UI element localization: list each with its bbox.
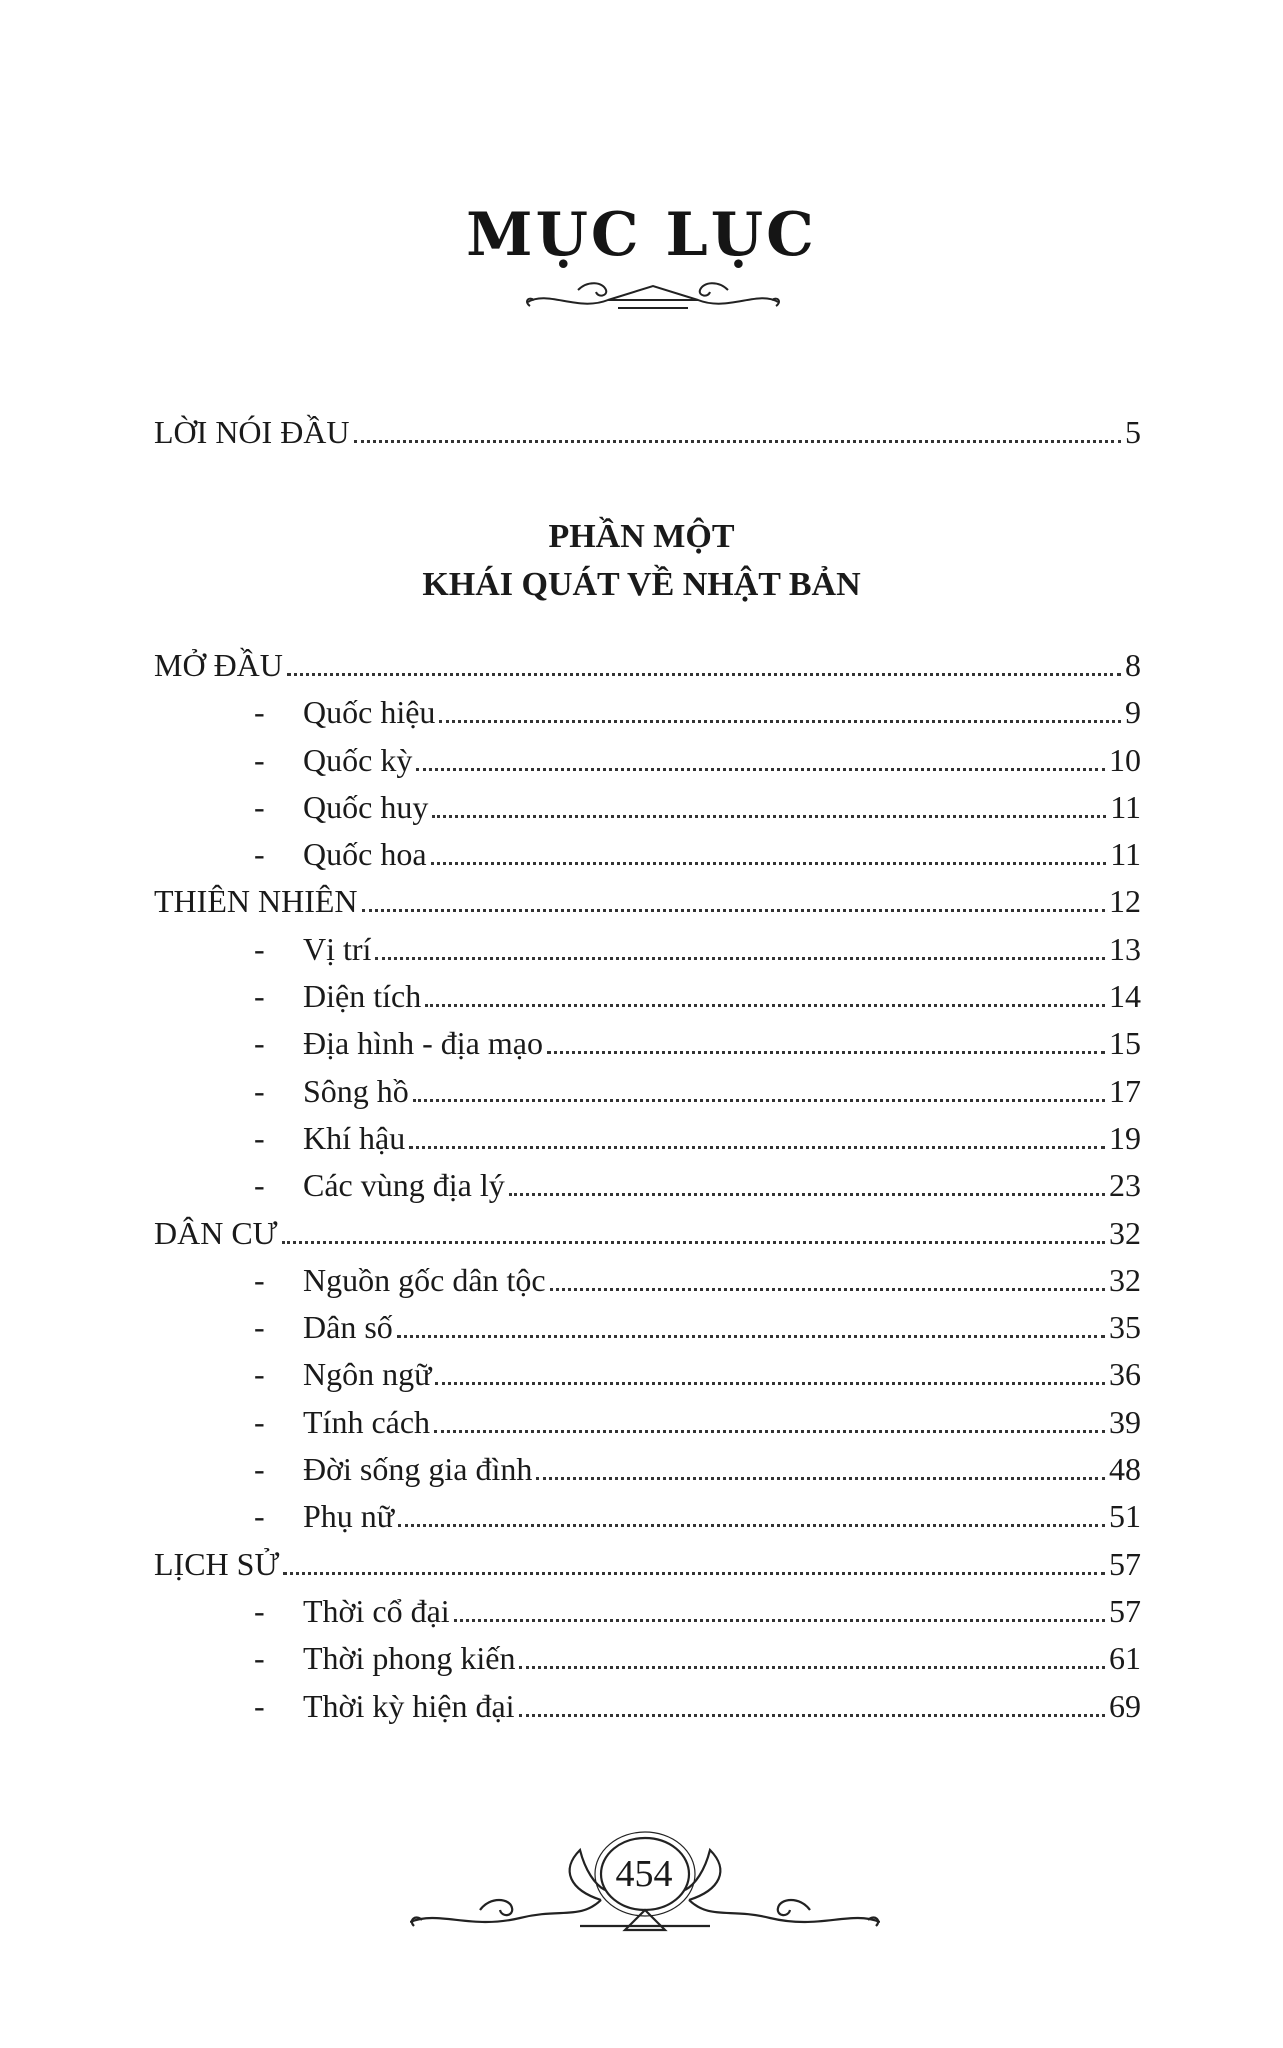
toc-entry-page: 35 (1109, 1309, 1141, 1345)
toc-subentry (0, 1305, 1283, 1349)
toc-entry-label: Khí hậu (303, 1120, 406, 1156)
part-heading-number: PHẦN MỘT (548, 518, 735, 555)
toc-entry-page: 11 (1110, 789, 1141, 825)
dot-leader (454, 1589, 1105, 1622)
toc-entry-page: 57 (1109, 1546, 1141, 1582)
toc-entry-label: Quốc hoa (303, 836, 427, 872)
dot-leader (287, 643, 1121, 676)
toc-entry-page: 39 (1109, 1404, 1141, 1440)
list-dash: - (254, 836, 265, 872)
toc-entry-label: THIÊN NHIÊN (154, 883, 358, 919)
toc-entry-page: 61 (1109, 1640, 1141, 1676)
toc-subentry (0, 974, 1283, 1018)
list-dash: - (254, 1167, 265, 1203)
toc-entry-page: 19 (1109, 1120, 1141, 1156)
page-number: 454 (615, 1853, 673, 1895)
toc-entry-label: MỞ ĐẦU (154, 647, 283, 683)
toc-subentry (0, 1494, 1283, 1538)
list-dash: - (254, 1120, 265, 1156)
list-dash: - (254, 1404, 265, 1440)
dot-leader (432, 785, 1106, 818)
toc-section-entry (0, 1211, 1283, 1255)
toc-subentry (0, 1400, 1283, 1444)
toc-subentry (0, 1163, 1283, 1207)
flourish-ornament-icon (518, 272, 788, 320)
toc-entry-page: 23 (1109, 1167, 1141, 1203)
toc-entry-label: Thời cổ đại (303, 1593, 450, 1629)
list-dash: - (254, 742, 265, 778)
toc-entry-label: Ngôn ngữ (303, 1356, 432, 1392)
toc-entry-page: 14 (1109, 978, 1141, 1014)
toc-subentry (0, 1069, 1283, 1113)
toc-entry-label: Phụ nữ (303, 1498, 395, 1534)
dot-leader (413, 1069, 1105, 1102)
toc-subentry (0, 1352, 1283, 1396)
dot-leader (362, 879, 1106, 912)
toc-entry-page: 32 (1109, 1262, 1141, 1298)
dot-leader (435, 1352, 1105, 1385)
toc-entry-label: Đời sống gia đình (303, 1451, 533, 1487)
toc-subentry (0, 1684, 1283, 1728)
toc-entry-label: Thời phong kiến (303, 1640, 516, 1676)
dot-leader (282, 1211, 1106, 1244)
toc-entry-label: Tính cách (303, 1404, 431, 1440)
toc-section-entry (0, 643, 1283, 687)
dot-leader (397, 1305, 1105, 1338)
part-heading-title: KHÁI QUÁT VỀ NHẬT BẢN (422, 566, 861, 603)
list-dash: - (254, 978, 265, 1014)
toc-section-entry (0, 410, 1283, 454)
toc-entry-page: 8 (1125, 647, 1141, 683)
toc-entry-page: 5 (1125, 414, 1141, 450)
toc-subentry (0, 785, 1283, 829)
toc-entry-page: 57 (1109, 1593, 1141, 1629)
toc-entry-label: Dân số (303, 1309, 393, 1345)
dot-leader (519, 1636, 1105, 1669)
list-dash: - (254, 789, 265, 825)
toc-subentry (0, 738, 1283, 782)
dot-leader (283, 1542, 1105, 1575)
list-dash: - (254, 1498, 265, 1534)
dot-leader (431, 832, 1107, 865)
dot-leader (425, 974, 1105, 1007)
toc-entry-page: 48 (1109, 1451, 1141, 1487)
dot-leader (398, 1494, 1105, 1527)
toc-entry-page: 17 (1109, 1073, 1141, 1109)
dot-leader (547, 1021, 1105, 1054)
list-dash: - (254, 1593, 265, 1629)
toc-entry-label: Quốc kỳ (303, 742, 413, 778)
dot-leader (354, 410, 1121, 443)
toc-entry-page: 69 (1109, 1688, 1141, 1724)
toc-entry-label: LỊCH SỬ (154, 1546, 280, 1582)
toc-subentry (0, 832, 1283, 876)
list-dash: - (254, 1073, 265, 1109)
toc-entry-page: 36 (1109, 1356, 1141, 1392)
toc-entry-label: Thời kỳ hiện đại (303, 1688, 515, 1724)
dot-leader (550, 1258, 1105, 1291)
dot-leader (375, 927, 1105, 960)
toc-entry-label: Địa hình - địa mạo (303, 1025, 543, 1061)
list-dash: - (254, 694, 265, 730)
dot-leader (509, 1163, 1105, 1196)
toc-entry-page: 11 (1110, 836, 1141, 872)
toc-section-entry (0, 1542, 1283, 1586)
toc-entry-label: DÂN CƯ (154, 1215, 278, 1251)
dot-leader (416, 738, 1105, 771)
toc-entry-label: LỜI NÓI ĐẦU (154, 414, 350, 450)
toc-subentry (0, 1021, 1283, 1065)
toc-entry-page: 12 (1109, 883, 1141, 919)
list-dash: - (254, 1640, 265, 1676)
dot-leader (536, 1447, 1105, 1480)
toc-section-entry (0, 879, 1283, 923)
toc-entry-label: Sông hồ (303, 1073, 409, 1109)
toc-entry-page: 32 (1109, 1215, 1141, 1251)
toc-entry-page: 10 (1109, 742, 1141, 778)
toc-entry-label: Quốc hiệu (303, 694, 436, 730)
toc-entry-label: Nguồn gốc dân tộc (303, 1262, 546, 1298)
list-dash: - (254, 1309, 265, 1345)
dot-leader (439, 690, 1121, 723)
toc-subentry (0, 1116, 1283, 1160)
toc-subentry (0, 690, 1283, 734)
list-dash: - (254, 1262, 265, 1298)
toc-subentry (0, 1636, 1283, 1680)
toc-entry-page: 9 (1125, 694, 1141, 730)
toc-entry-label: Vị trí (303, 931, 372, 967)
toc-entry-page: 15 (1109, 1025, 1141, 1061)
list-dash: - (254, 1451, 265, 1487)
dot-leader (409, 1116, 1105, 1149)
list-dash: - (254, 1688, 265, 1724)
toc-subentry (0, 927, 1283, 971)
list-dash: - (254, 931, 265, 967)
page-title: MỤC LỤC (466, 200, 817, 270)
list-dash: - (254, 1356, 265, 1392)
toc-entry-label: Diện tích (303, 978, 422, 1014)
toc-subentry (0, 1589, 1283, 1633)
toc-subentry (0, 1258, 1283, 1302)
dot-leader (434, 1400, 1105, 1433)
toc-entry-label: Quốc huy (303, 789, 429, 825)
list-dash: - (254, 1025, 265, 1061)
toc-entry-label: Các vùng địa lý (303, 1167, 505, 1203)
dot-leader (519, 1684, 1105, 1717)
toc-entry-page: 13 (1109, 931, 1141, 967)
toc-subentry (0, 1447, 1283, 1491)
toc-entry-page: 51 (1109, 1498, 1141, 1534)
